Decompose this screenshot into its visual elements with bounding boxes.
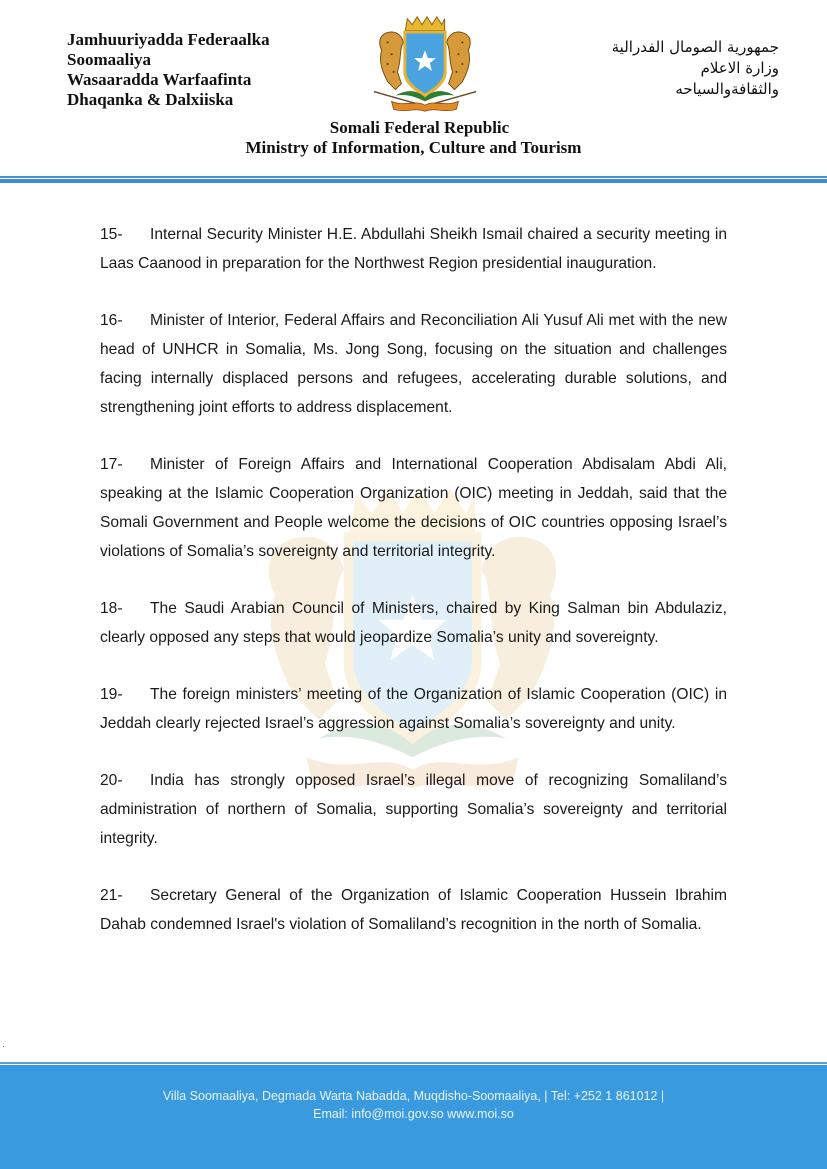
item-text: Minister of Interior, Federal Affairs and Reconciliation Ali Yusuf Ali met with the new head of UNHCR in Somalia, Ms. Jong Song, focusing on the situation and challenges facing internally displaced persons and refugees, accelerating durable solutions, and strengthening joint efforts to address displacement. [100,312,727,416]
somali-line: Soomaaliya [67,50,152,69]
item-text: The Saudi Arabian Council of Ministers, chaired by King Salman bin Abdulaziz, clearly opposed any steps that would jeopardize Somalia’s unity and sovereignty. [100,600,727,646]
somali-line: Dhaqanka & Dalxiiska [67,90,234,109]
republic-name: Somali Federal Republic [329,118,510,137]
item-text: India has strongly opposed Israel’s illegal move of recognizing Somaliland’s administration of northern of Somalia, supporting Somalia’s sovereignty and territorial integrity. [100,772,727,847]
footer-contact: Email: info@moi.gov.so www.moi.so [313,1107,514,1121]
somali-line: Wasaaradda Warfaafinta [67,70,252,89]
coat-of-arms-icon [366,12,484,117]
news-item [100,766,727,853]
item-text: Minister of Foreign Affairs and International Cooperation Abdisalam Abdi Ali, speaking at the Islamic Cooperation Organization (OIC) meeting in Jeddah, said that the Somali Government and People welcome the decisions of OIC countries opposing Israel’s violations of Somalia’s sovereignty and territorial integrity. [100,456,727,560]
item-number: 16- [100,312,123,329]
arabic-line: وزارة الاعلام [700,59,779,77]
news-item [100,306,727,422]
item-number: 20- [100,772,123,789]
item-text: Internal Security Minister H.E. Abdullahi Sheikh Ismail chaired a security meeting in Laas Caanood in preparation for the Northwest Region presidential inauguration. [100,226,727,272]
item-number: 18- [100,600,123,617]
arabic-line: والثقافةوالسياحه [675,80,779,98]
header-divider [0,176,827,184]
news-item [100,450,727,566]
item-number: 15- [100,226,123,243]
footer [0,1065,827,1169]
item-text: The foreign ministers’ meeting of the Organization of Islamic Cooperation (OIC) in Jeddah clearly rejected Israel’s aggression against Somalia’s sovereignty and unity. [100,686,727,732]
letterhead-somali-text [67,30,270,110]
item-text: Secretary General of the Organization of Islamic Cooperation Hussein Ibrahim Dahab condemned Israel's violation of Somaliland’s recognition in the north of Somalia. [100,887,727,933]
footer-divider [0,1062,827,1064]
somali-line: Jamhuuriyadda Federaalka [67,30,270,49]
news-item [100,881,727,939]
news-item [100,594,727,652]
arabic-line: جمهورية الصومال الفدرالية [611,38,779,56]
item-number: 21- [100,887,123,904]
item-number: 19- [100,686,123,703]
ministry-name: Ministry of Information, Culture and Tourism [245,138,582,157]
news-list [100,220,727,967]
footer-address: Villa Soomaaliya, Degmada Warta Nabadda, Muqdisho-Soomaaliya, | Tel: +252 1 861012 | [162,1089,665,1103]
stray-mark [3,1046,4,1047]
item-number: 17- [100,456,123,473]
letterhead-title [0,118,827,158]
news-item [100,680,727,738]
news-item [100,220,727,278]
letterhead-arabic-text [612,37,779,100]
